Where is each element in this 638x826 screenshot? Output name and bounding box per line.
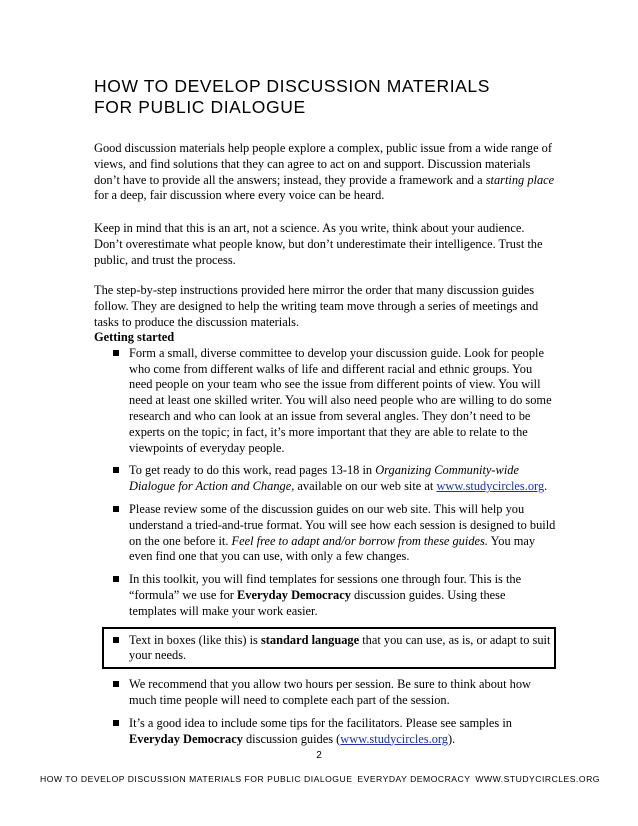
list-item [104, 633, 554, 665]
list-item-text: Please review some of the discussion guides on our web site. This will help you understand a tried-and-true format. You will see how each session is designed to build on the one before it. [129, 501, 556, 548]
square-bullet-icon [113, 720, 119, 726]
square-bullet-icon [113, 506, 119, 512]
list-item-text: available on our web site at [294, 479, 437, 494]
italic-emphasis: Feel free to adapt and/or borrow from these guides. [231, 533, 488, 548]
square-bullet-icon [113, 350, 119, 356]
list-item-text: We recommend that you allow two hours per session. Be sure to think about how much time people will need to complete each part of the session. [129, 677, 531, 707]
title-line-2: FOR PUBLIC DIALOGUE [94, 97, 306, 117]
standard-language-box [102, 627, 556, 670]
list-item [94, 463, 556, 495]
square-bullet-icon [113, 681, 119, 687]
square-bullet-icon [113, 467, 119, 473]
page-footer [40, 774, 600, 784]
section-heading: Getting started [94, 330, 175, 344]
square-bullet-icon [113, 576, 119, 582]
intro-paragraph-1 [94, 141, 556, 204]
intro-paragraph-2 [94, 221, 556, 268]
list-item-text: that you can use, as is, or adapt to suit your needs. [129, 632, 551, 663]
list-item [94, 502, 556, 565]
list-item [94, 716, 556, 748]
list-item-text: It’s a good idea to include some tips for the facilitators. Please see samples in [129, 715, 512, 730]
list-item-text: discussion guides ( [242, 731, 341, 746]
intro-paragraph-3 [94, 283, 556, 330]
title-line-1: HOW TO DEVELOP DISCUSSION MATERIALS [94, 76, 491, 96]
list-item-text: discussion guides. Using these templates will make your work easier. [129, 587, 506, 618]
square-bullet-icon [113, 637, 119, 643]
list-item-text: In this toolkit, you will find templates for sessions one through four. This is the “formula” we use for [129, 572, 522, 602]
studycircles-link[interactable]: www.studycircles.org [436, 479, 545, 494]
bold-emphasis: Everyday Democracy [237, 587, 351, 602]
footer-organization: EVERYDAY DEMOCRACY [357, 774, 471, 784]
intro-p1-italic: starting place [485, 172, 555, 187]
footer-document-title: HOW TO DEVELOP DISCUSSION MATERIALS FOR PUBLIC DIALOGUE [40, 774, 353, 784]
bold-emphasis: Everyday Democracy [129, 731, 243, 746]
bullet-list [94, 346, 556, 620]
list-item [94, 346, 556, 457]
page-number: 2 [316, 750, 322, 761]
list-item [94, 677, 556, 709]
bold-emphasis: standard language [260, 632, 360, 647]
intro-p1-text: Good discussion materials help people explore a complex, public issue from a wide range of views, and find solutions that they can agree to act on and support. Discussion materials don’t have to provide all the answers; instead, they provide a framework and a [94, 141, 552, 187]
list-item-text: Text in boxes (like this) is [129, 632, 261, 647]
book-title-italic: Organizing Community-wide Dialogue for Action and Change, [129, 463, 519, 494]
intro-p1-text-end: for a deep, fair discussion where every voice can be heard. [94, 188, 385, 203]
studycircles-link[interactable]: www.studycircles.org [340, 731, 449, 746]
list-item-text: You may even find one that you can use, with only a few changes. [129, 533, 536, 564]
boxed-bullet-list [104, 633, 554, 665]
list-item-text: ). [448, 731, 456, 746]
list-item-text: To get ready to do this work, read pages 13-18 in [129, 463, 376, 478]
footer-website: WWW.STUDYCIRCLES.ORG [475, 774, 600, 784]
bullet-list-continued [94, 677, 556, 747]
getting-started-section [94, 330, 556, 754]
list-item [94, 572, 556, 619]
intro-p3-text: The step-by-step instructions provided here mirror the order that many discussion guides follow. They are designed to help the writing team move through a series of meetings and tasks to produce the discussion materials. [94, 283, 539, 329]
intro-p2-text: Keep in mind that this is an art, not a science. As you write, think about your audience. Don’t overestimate what people know, but don’t underestimate their intelligence. Trust the public, and trust the process. [94, 221, 543, 267]
list-item-text: Form a small, diverse committee to develop your discussion guide. Look for people who come from different walks of life and different racial and ethnic groups. You need people on your team who see the issue from different points of view. You will need at least one skilled writer. You will also need people who are willing to do some research and who can look at an issue from several angles. They don’t need to be experts on the topic; in fact, it’s more important that they are able to relate to the viewpoints of everyday people. [129, 345, 552, 455]
page-title [94, 76, 490, 118]
list-item-text: . [544, 479, 548, 494]
